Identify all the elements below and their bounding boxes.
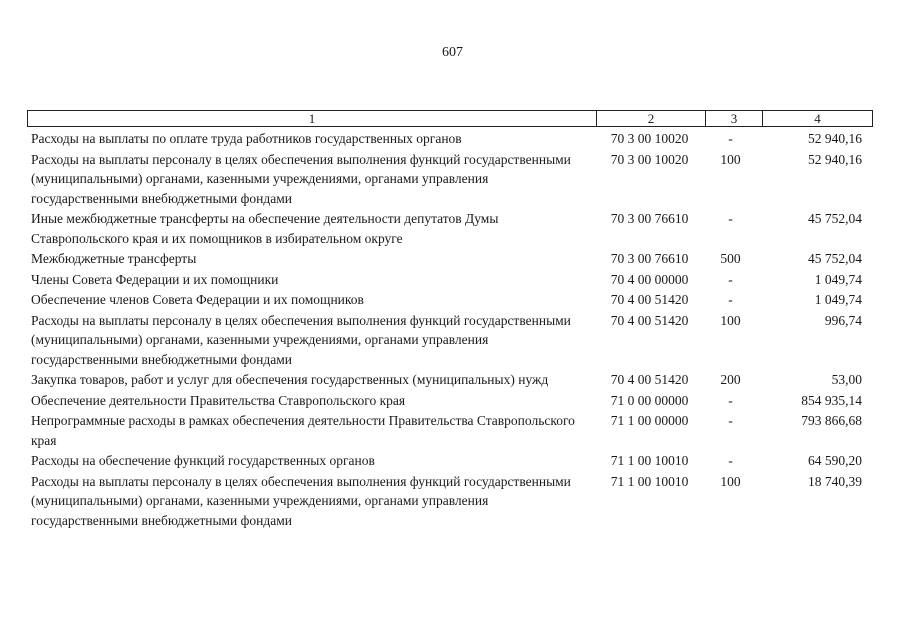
row-amount: 53,00 xyxy=(831,372,862,387)
row-amount: 18 740,39 xyxy=(808,473,862,489)
table-header xyxy=(27,110,873,127)
row-type: - xyxy=(728,453,733,468)
table-row xyxy=(31,411,873,450)
row-type: - xyxy=(728,392,733,408)
row-type: 100 xyxy=(720,473,741,489)
row-name: Расходы на обеспечение функций государственных органов xyxy=(31,453,375,468)
row-name: Обеспечение членов Совета Федерации и их помощников xyxy=(31,292,364,307)
row-code: 70 3 00 10020 xyxy=(610,131,689,146)
row-type: - xyxy=(728,292,733,307)
row-code: 70 4 00 51420 xyxy=(610,372,689,387)
row-code: 71 0 00 00000 xyxy=(610,392,689,408)
row-code: 71 1 00 00000 xyxy=(610,413,689,428)
row-code: 70 3 00 76610 xyxy=(610,251,689,266)
row-name: Расходы на выплаты по оплате труда работников государственных органов xyxy=(31,131,462,146)
row-type: 500 xyxy=(720,251,741,266)
row-type: 100 xyxy=(720,151,741,167)
row-code: 70 3 00 76610 xyxy=(610,211,689,226)
column-header-4: 4 xyxy=(814,111,821,126)
row-amount: 64 590,20 xyxy=(808,453,862,468)
table-row xyxy=(31,451,873,471)
column-header-2: 2 xyxy=(597,111,706,126)
row-amount: 52 940,16 xyxy=(808,151,862,167)
row-name: Закупка товаров, работ и услуг для обеспечения государственных (муниципальных) нужд xyxy=(31,372,549,387)
row-type: - xyxy=(728,413,733,428)
page-number: 607 xyxy=(442,45,463,60)
row-code: 70 4 00 51420 xyxy=(610,292,689,307)
row-type: - xyxy=(728,131,733,146)
row-type: 200 xyxy=(720,372,741,387)
row-type: 100 xyxy=(720,312,741,328)
row-name: Обеспечение деятельности Правительства Ставропольского края xyxy=(31,392,406,408)
table-row xyxy=(31,311,873,370)
table-body xyxy=(31,129,873,531)
row-name: Непрограммные расходы в рамках обеспечения деятельности Правительства Ставропольского края xyxy=(31,413,575,448)
row-amount: 854 935,14 xyxy=(801,392,862,408)
row-name: Расходы на выплаты персоналу в целях обеспечения выполнения функций государственными (муниципальными) органами, казенными учреждениями, органами управления государственными внебюджетными фондами xyxy=(31,151,571,206)
row-code: 70 4 00 51420 xyxy=(610,312,689,328)
row-name: Межбюджетные трансферты xyxy=(31,251,197,266)
table-row xyxy=(31,270,873,290)
table-row xyxy=(31,249,873,269)
row-code: 70 4 00 00000 xyxy=(610,271,689,287)
row-code: 70 3 00 10020 xyxy=(610,151,689,167)
row-name: Члены Совета Федерации и их помощники xyxy=(31,271,279,287)
column-header-1: 1 xyxy=(28,111,597,126)
row-name: Расходы на выплаты персоналу в целях обеспечения выполнения функций государственными (муниципальными) органами, казенными учреждениями, органами управления государственными внебюджетными фондами xyxy=(31,312,571,367)
row-amount: 1 049,74 xyxy=(814,271,862,287)
row-amount: 45 752,04 xyxy=(808,211,862,226)
row-amount: 1 049,74 xyxy=(814,292,862,307)
table-row xyxy=(31,370,873,390)
row-amount: 793 866,68 xyxy=(801,413,862,428)
table-row xyxy=(31,209,873,248)
row-name: Расходы на выплаты персоналу в целях обеспечения выполнения функций государственными (муниципальными) органами, казенными учреждениями, органами управления государственными внебюджетными фондами xyxy=(31,473,571,528)
column-header-3: 3 xyxy=(706,111,763,126)
row-code: 71 1 00 10010 xyxy=(610,473,689,489)
row-code: 71 1 00 10010 xyxy=(610,453,689,468)
row-amount: 52 940,16 xyxy=(808,131,862,146)
row-type: - xyxy=(728,211,733,226)
row-name: Иные межбюджетные трансферты на обеспечение деятельности депутатов Думы Ставропольского края и их помощников в избирательном округе xyxy=(31,211,499,246)
row-type: - xyxy=(728,271,733,287)
table-row xyxy=(31,472,873,531)
table-row xyxy=(31,290,873,310)
row-amount: 996,74 xyxy=(824,312,862,328)
table-row xyxy=(31,129,873,149)
table-row xyxy=(31,150,873,209)
row-amount: 45 752,04 xyxy=(808,251,862,266)
table-row xyxy=(31,391,873,411)
